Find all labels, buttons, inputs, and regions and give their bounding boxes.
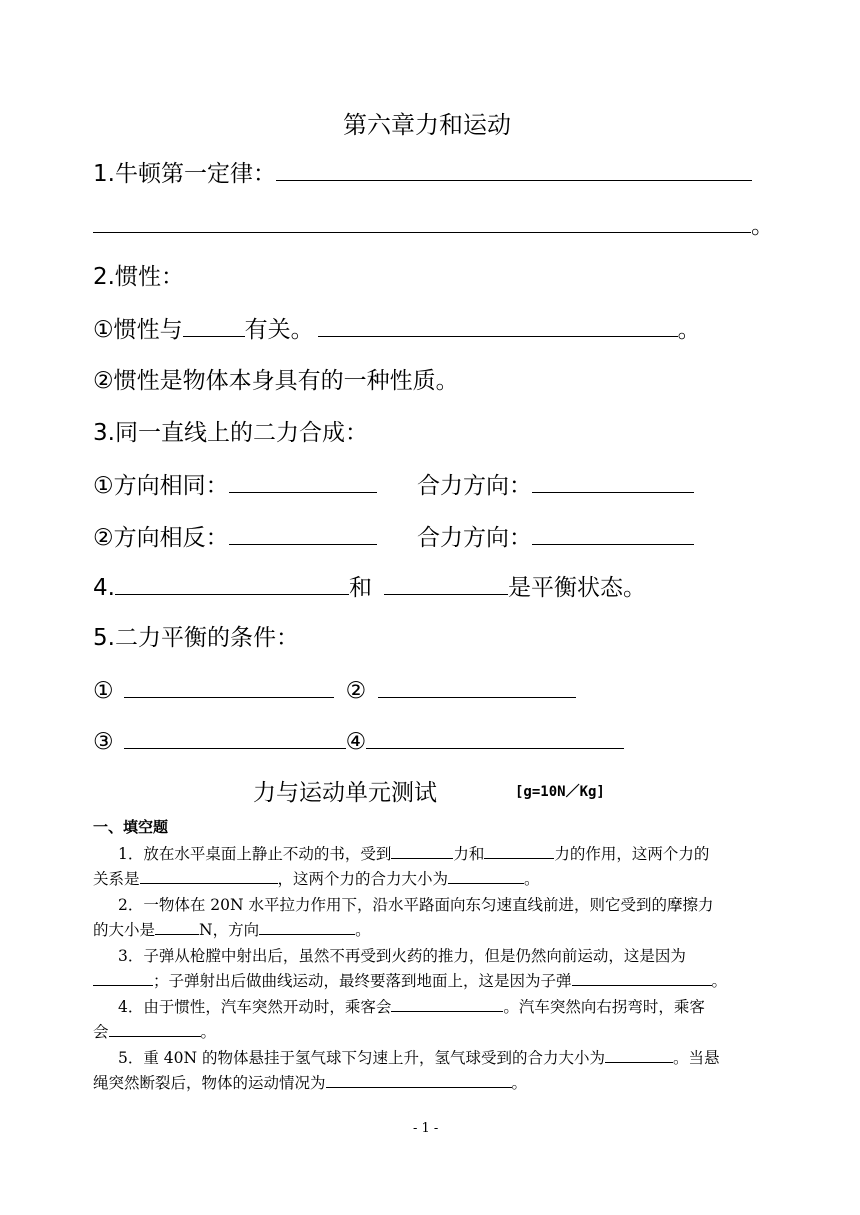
problem-3-line-2: ；子弹射出后做曲线运动，最终要落到地面上，这是因为子弹 。 <box>93 970 727 992</box>
q4-and: 和 <box>348 575 372 601</box>
gravity-note: [g=10N／Kg] <box>515 784 605 800</box>
q4-pre: 4. <box>93 575 115 601</box>
problem-4-line-1: 4．由于惯性，汽车突然开动时，乘客会 。汽车突然向右拐弯时，乘客 <box>118 998 705 1016</box>
problem-1-line-2: 关系是 ，这两个力的合力大小为 。 <box>93 870 540 888</box>
q3-b-line <box>93 522 377 553</box>
q1-line <box>93 158 752 189</box>
q1-blank-2[interactable] <box>93 210 751 233</box>
q3-b-resultant-blank[interactable] <box>532 522 694 545</box>
q3-b-label: ②方向相反： <box>93 525 229 551</box>
problem-4-blank-2[interactable] <box>109 1021 201 1037</box>
problem-5-line-1: 5．重 40N 的物体悬挂于氢气球下匀速上升，氢气球受到的合力大小为 。当悬 <box>118 1049 720 1067</box>
q4-end: 是平衡状态。 <box>507 575 646 601</box>
q4-blank-1[interactable] <box>115 572 349 595</box>
problem-2-blank-2[interactable] <box>259 919 355 935</box>
q3-a-label: ①方向相同： <box>93 473 229 499</box>
problem-1-blank-1[interactable] <box>391 843 453 859</box>
q3-label: 3.同一直线上的二力合成： <box>93 420 368 446</box>
q2-a-blank-1[interactable] <box>183 314 245 337</box>
problem-5-blank-2[interactable] <box>326 1072 512 1088</box>
q2-a-blank-2[interactable] <box>318 314 678 337</box>
q1-end: 。 <box>751 213 774 239</box>
q3-b-blank[interactable] <box>229 522 377 545</box>
condition-1-marker: ① <box>93 678 114 704</box>
q3-a-line <box>93 470 377 501</box>
problem-3-line-1: 3．子弹从枪膛中射出后，虽然不再受到火药的推力，但是仍然向前运动，这是因为 <box>118 947 686 965</box>
page-number: - 1 - <box>413 1121 439 1136</box>
problem-1-line-1: 1．放在水平桌面上静止不动的书，受到 力和 力的作用，这两个力的 <box>118 845 710 863</box>
problem-2-blank-1[interactable] <box>155 919 199 935</box>
q3-b-resultant-line <box>417 522 694 553</box>
q2-a-mid: 有关。 <box>244 317 314 343</box>
q2-a-end: 。 <box>677 317 701 343</box>
section-fill-blank-heading: 一、填空题 <box>93 818 169 836</box>
problem-2-line-1: 2．一物体在 20N 水平拉力作用下，沿水平路面向东匀速直线前进，则它受到的摩擦力 <box>118 896 714 914</box>
q5-label: 5.二力平衡的条件： <box>93 625 299 651</box>
q5-row-1 <box>93 675 576 706</box>
q3-b-resultant-label: 合力方向： <box>417 525 532 551</box>
condition-4-blank[interactable] <box>366 726 624 749</box>
q4-line <box>93 572 646 603</box>
condition-2-blank[interactable] <box>378 675 576 698</box>
condition-4-marker: ④ <box>345 729 367 755</box>
problem-4-line-2: 会 。 <box>93 1023 217 1041</box>
q3-a-blank[interactable] <box>229 470 377 493</box>
q2-a-pre: ①惯性与 <box>93 317 183 343</box>
problem-2-line-2: 的大小是 N，方向 。 <box>93 921 371 939</box>
q2-b: ②惯性是物体本身具有的一种性质。 <box>93 368 459 394</box>
condition-2-marker: ② <box>345 678 367 704</box>
condition-3-blank[interactable] <box>124 726 346 749</box>
problem-1-blank-3[interactable] <box>140 868 278 884</box>
q5-row-2 <box>93 726 624 757</box>
q1-blank-1[interactable] <box>276 158 752 181</box>
condition-1-blank[interactable] <box>124 675 334 698</box>
problem-3-blank-1[interactable] <box>93 970 153 986</box>
q2-label: 2.惯性： <box>93 264 184 290</box>
q3-a-resultant-line <box>417 470 694 501</box>
test-title: 力与运动单元测试 <box>253 780 437 806</box>
q4-blank-2[interactable] <box>384 572 508 595</box>
condition-3-marker: ③ <box>93 729 114 755</box>
q2-a-line <box>93 314 701 345</box>
q3-a-resultant-blank[interactable] <box>532 470 694 493</box>
problem-1-blank-2[interactable] <box>484 843 554 859</box>
q1-label: 1.牛顿第一定律： <box>93 161 276 187</box>
problem-3-blank-2[interactable] <box>572 970 712 986</box>
chapter-title: 第六章力和运动 <box>343 111 511 139</box>
problem-5-line-2: 绳突然断裂后，物体的运动情况为 。 <box>93 1074 528 1092</box>
q1-line-2 <box>93 210 774 241</box>
problem-1-blank-4[interactable] <box>448 868 524 884</box>
problem-5-blank-1[interactable] <box>605 1047 673 1063</box>
q3-a-resultant-label: 合力方向： <box>417 473 532 499</box>
problem-4-blank-1[interactable] <box>391 996 503 1012</box>
